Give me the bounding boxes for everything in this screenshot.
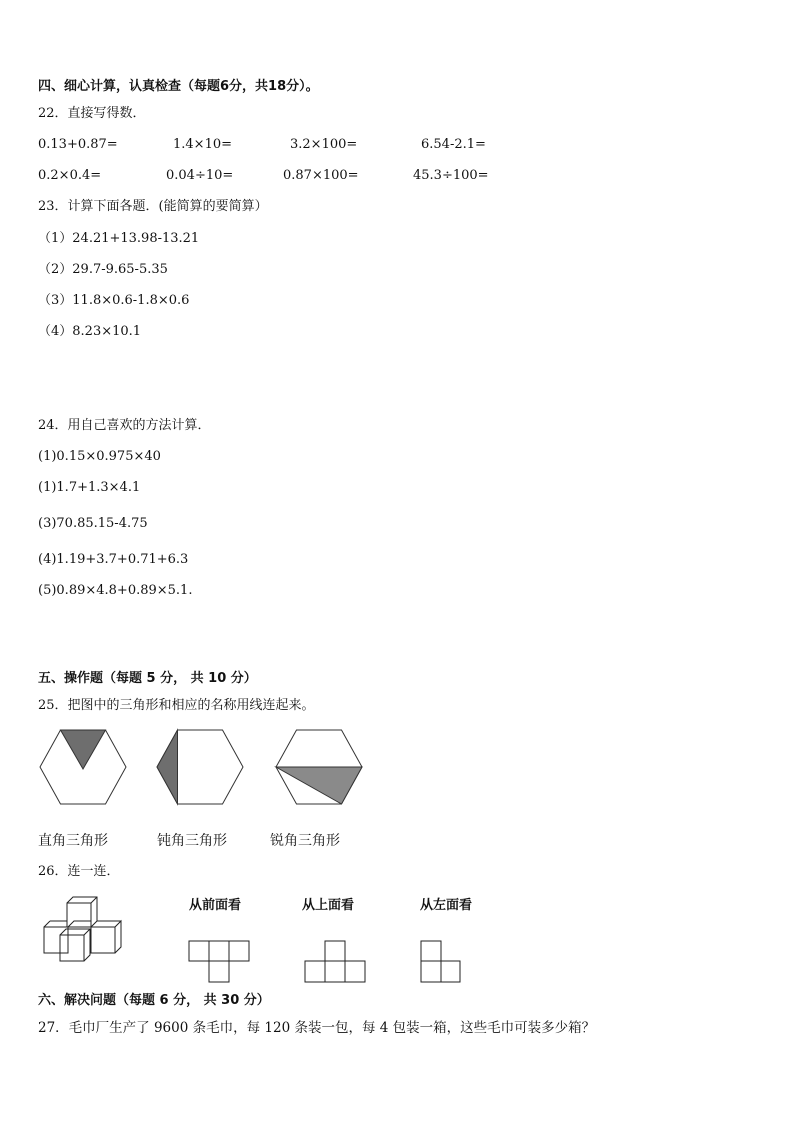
q22-row2-item3: 0.87×100= (283, 168, 359, 183)
view-label-left: 从左面看 (420, 898, 473, 913)
q22-row1-item2: 1.4×10= (173, 137, 233, 152)
q23-item-3: （3）11.8×0.6-1.8×0.6 (38, 293, 190, 308)
q23-item-1: （1）24.21+13.98-13.21 (38, 231, 200, 246)
q22-row2-item1: 0.2×0.4= (38, 168, 102, 183)
q23-title: 23．计算下面各题．(能简算的要简算） (38, 199, 268, 214)
q22-row2-item2: 0.04÷10= (166, 168, 234, 183)
view-label-top: 从上面看 (302, 898, 355, 913)
q22-row1-item1: 0.13+0.87= (38, 137, 118, 152)
q24-item-3: (3)70.85.15-4.75 (38, 516, 148, 531)
section4-title: 四、细心计算，认真检查（每题6分，共18分）。 (38, 79, 319, 94)
q24-item-4: (4)1.19+3.7+0.71+6.3 (38, 552, 189, 567)
view-label-front: 从前面看 (189, 898, 242, 913)
q26-title: 26．连一连． (38, 864, 120, 879)
q24-item-5: (5)0.89×4.8+0.89×5.1. (38, 583, 193, 598)
q27-text: 27．毛巾厂生产了 9600 条毛巾，每 120 条装一包，每 4 包装一箱，这些毛巾可装多少箱？ (38, 1020, 596, 1036)
q23-item-2: （2）29.7-9.65-5.35 (38, 262, 168, 277)
q22-title: 22．直接写得数． (38, 106, 146, 121)
q25-title: 25．把图中的三角形和相应的名称用线连起来。 (38, 698, 315, 713)
q23-item-4: （4）8.23×10.1 (38, 324, 142, 339)
label-right-triangle: 直角三角形 (38, 833, 108, 849)
q22-row2-item4: 45.3÷100= (413, 168, 489, 183)
hexagon-right-triangle-figure (38, 728, 128, 806)
q24-item-1: (1)0.15×0.975×40 (38, 449, 161, 464)
section5-title: 五、操作题（每题 5 分， 共 10 分） (38, 671, 257, 686)
q22-row1-item3: 3.2×100= (290, 137, 358, 152)
q22-row1-item4: 6.54-2.1= (421, 137, 486, 152)
q24-item-2: (1)1.7+1.3×4.1 (38, 480, 141, 495)
cube-stack-figure (42, 893, 137, 965)
q24-title: 24．用自己喜欢的方法计算． (38, 418, 211, 433)
hexagon-obtuse-triangle-figure (155, 728, 245, 806)
top-view-diagram (304, 940, 368, 984)
front-view-diagram (188, 940, 252, 984)
section6-title: 六、解决问题（每题 6 分， 共 30 分） (38, 993, 270, 1008)
hexagon-acute-triangle-figure (274, 728, 364, 806)
left-view-diagram (420, 940, 464, 984)
label-acute-triangle: 锐角三角形 (270, 833, 340, 849)
label-obtuse-triangle: 钝角三角形 (157, 833, 227, 849)
